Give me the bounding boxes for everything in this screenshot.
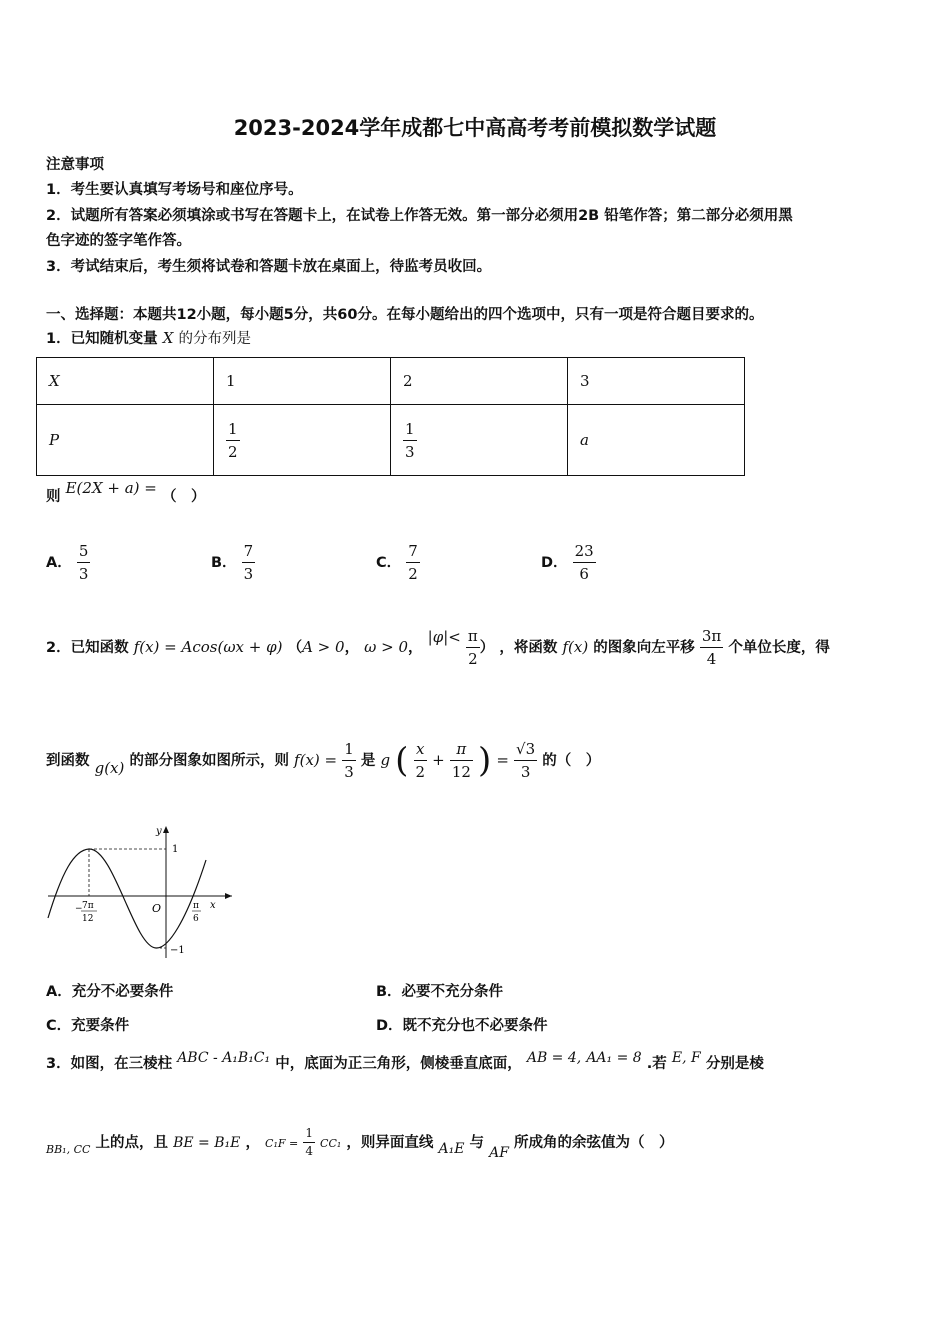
q3-stem-line1: 3．如图，在三棱柱 ABC - A₁B₁C₁ 中，底面为正三角形，侧棱垂直底面， AB = 4, AA₁ = 8 .若 E, F 分别是棱 xyxy=(46,1050,764,1072)
notice-heading: 注意事项 xyxy=(46,157,104,173)
y-axis-arrow xyxy=(163,826,169,833)
q2-option-c[interactable]: C．充要条件 xyxy=(46,1018,130,1034)
q2-stem-line1: 2．已知函数 f(x) = Acos(ωx + φ) （A > 0， ω > 0， |φ|< $\frac{\pi}{2}$ ） ，将函数 f(x) 的图象向左平移 $\frac{3\pi}{4}$ 个单位长度，得 xyxy=(46,627,830,668)
cosine-curve xyxy=(48,849,206,948)
table-cell xyxy=(391,405,568,476)
table-cell: 1 xyxy=(214,358,391,405)
y-label: y xyxy=(156,826,162,837)
fraction: $\frac{\pi}{12}$ xyxy=(451,740,471,781)
x-label: x xyxy=(210,900,216,911)
tick-label-right-num: π xyxy=(193,901,199,911)
q1-question xyxy=(46,479,206,506)
distribution-table xyxy=(36,357,745,476)
tick-label-one: 1 xyxy=(172,844,179,855)
q2-option-b[interactable]: B．必要不充分条件 xyxy=(376,984,504,1000)
fraction: $\frac{1}{2}$ xyxy=(228,419,238,461)
q1-var: X xyxy=(162,329,174,347)
q1-stem xyxy=(46,327,251,348)
notice-item: 3．考试结束后，考生须将试卷和答题卡放在桌面上，待监考员收回。 xyxy=(46,259,492,275)
q2-function: f(x) = Acos(ωx + φ) xyxy=(133,638,283,656)
x-axis-arrow xyxy=(225,893,232,899)
q1-option-d[interactable]: D． $\frac{23}{6}$ xyxy=(541,542,594,583)
page-title: 2023-2024学年成都七中高高考考前模拟数学试题 xyxy=(233,116,717,140)
notice-item: 1．考生要认真填写考场号和座位序号。 xyxy=(46,182,303,198)
table-cell: X xyxy=(37,358,214,405)
fraction: $\frac{7}{2}$ xyxy=(408,542,418,583)
q2-stem-line2: 到函数 g(x) 的部分图象如图所示，则 f(x) = $\frac{1}{3}$ 是 g ( $\frac{x}{2}$ + $\frac{\pi}{12}$ ) = $\frac{√3}{3}$ 的（ ） xyxy=(46,740,601,781)
q1-paren: （ ） xyxy=(161,489,206,505)
table-cell: 2 xyxy=(391,358,568,405)
table-cell: 3 xyxy=(568,358,745,405)
q1-expr: E(2X + a) = xyxy=(65,479,157,497)
fraction: $\frac{3\pi}{4}$ xyxy=(701,627,722,668)
fraction: $\frac{1}{4}$ xyxy=(305,1126,313,1158)
tick-label-neg-one: −1 xyxy=(170,945,185,956)
fraction: $\frac{5}{3}$ xyxy=(78,542,89,583)
tick-label-right-den: 6 xyxy=(193,914,199,924)
tick-label-left-sign: − xyxy=(75,904,83,914)
fraction: $\frac{√3}{3}$ xyxy=(516,740,536,781)
q1-stem-b: 的分布列是 xyxy=(178,331,251,347)
q2-option-d[interactable]: D．既不充分也不必要条件 xyxy=(376,1018,548,1034)
tick-label-left-den: 12 xyxy=(82,914,94,924)
table-cell xyxy=(214,405,391,476)
table-row xyxy=(37,358,745,405)
table-cell: P xyxy=(37,405,214,476)
q3-stem-line2: $_{BB_1, CC}$ 上的点，且 BE = B₁E ， C₁F = $\frac{1}{4}$ CC₁ ，则异面直线 A₁E 与 AF 所成角的余弦值为（ ） xyxy=(46,1126,674,1161)
q2-option-a[interactable]: A．充分不必要条件 xyxy=(46,984,174,1000)
tick-label-left-num: 7π xyxy=(82,901,94,911)
q1-option-b[interactable]: B． $\frac{7}{3}$ xyxy=(211,542,254,583)
q1-then: 则 xyxy=(46,489,61,505)
fraction: $\frac{1}{3}$ xyxy=(344,740,354,781)
q1-stem-a: 1．已知随机变量 xyxy=(46,331,158,347)
table-cell: a xyxy=(568,405,745,476)
cosine-graph xyxy=(44,822,236,962)
origin-label: O xyxy=(152,902,162,915)
fraction: $\frac{7}{3}$ xyxy=(243,542,254,583)
fraction: $\frac{1}{3}$ xyxy=(405,419,415,461)
fraction: $\frac{23}{6}$ xyxy=(574,542,594,583)
section-heading: 一、选择题：本题共12小题，每小题5分，共60分。在每小题给出的四个选项中，只有一项是符合题目要求的。 xyxy=(46,307,764,323)
table-row xyxy=(37,405,745,476)
notice-item: 色字迹的签字笔作答。 xyxy=(46,233,191,249)
q1-option-a[interactable]: A． $\frac{5}{3}$ xyxy=(46,542,89,583)
q1-option-c[interactable]: C． $\frac{7}{2}$ xyxy=(376,542,418,583)
fraction: $\frac{x}{2}$ xyxy=(415,740,426,781)
notice-item: 2．试题所有答案必须填涂或书写在答题卡上，在试卷上作答无效。第一部分必须用2B 铅笔作答；第二部分必须用黑 xyxy=(46,208,793,224)
fraction: $\frac{\pi}{2}$ xyxy=(467,627,478,668)
